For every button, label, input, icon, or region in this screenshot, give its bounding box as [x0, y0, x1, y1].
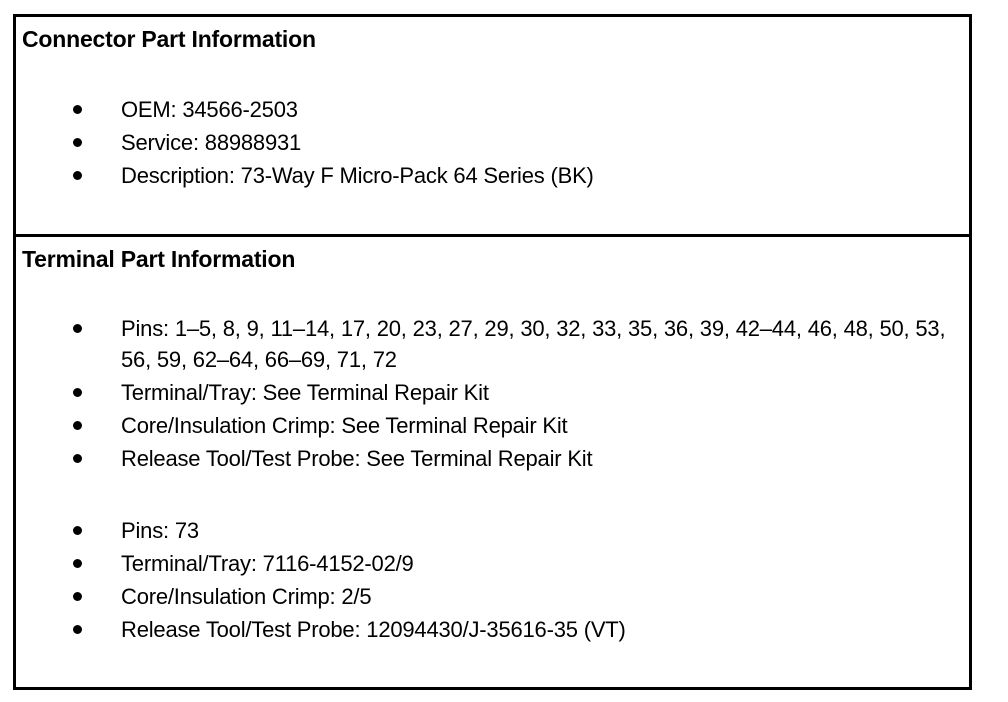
bullet-icon [73, 171, 82, 180]
release-tool: Release Tool/Test Probe: 12094430/J-35616-35 (VT) [121, 617, 626, 642]
bullet-icon [73, 388, 82, 397]
list-item [16, 580, 969, 613]
service-number: Service: 88988931 [121, 130, 302, 155]
list-item [16, 442, 969, 475]
terminal-group-2-list [16, 514, 969, 646]
core-insulation-crimp: Core/Insulation Crimp: See Terminal Repair Kit [121, 413, 568, 438]
terminal-tray: Terminal/Tray: See Terminal Repair Kit [121, 380, 489, 405]
list-item [16, 547, 969, 580]
terminal-tray: Terminal/Tray: 7116-4152-02/9 [121, 551, 414, 576]
part-information-table [13, 14, 972, 690]
bullet-icon [73, 454, 82, 463]
release-tool: Release Tool/Test Probe: See Terminal Repair Kit [121, 446, 593, 471]
list-item [16, 613, 969, 646]
bullet-icon [73, 324, 82, 333]
terminal-group-1-list [16, 312, 969, 475]
list-item [16, 126, 969, 159]
connector-part-title: Connector Part Information [22, 26, 316, 52]
bullet-icon [73, 592, 82, 601]
connector-description: Description: 73-Way F Micro-Pack 64 Series (BK) [121, 163, 594, 188]
bullet-icon [73, 421, 82, 430]
list-item [16, 376, 969, 409]
connector-part-list [16, 93, 969, 192]
bullet-icon [73, 625, 82, 634]
pins-list: Pins: 1–5, 8, 9, 11–14, 17, 20, 23, 27, 29, 30, 32, 33, 35, 36, 39, 42–44, 46, 48, 50, 53, 56, 59, 62–64, 66–69, 71, 72 [121, 316, 946, 372]
terminal-part-section [16, 237, 969, 687]
bullet-icon [73, 526, 82, 535]
list-item [16, 514, 969, 547]
bullet-icon [73, 138, 82, 147]
pins-list: Pins: 73 [121, 518, 199, 543]
list-item [16, 409, 969, 442]
list-item [16, 312, 969, 376]
terminal-part-title: Terminal Part Information [22, 246, 296, 272]
bullet-icon [73, 105, 82, 114]
oem-number: OEM: 34566-2503 [121, 97, 298, 122]
core-insulation-crimp: Core/Insulation Crimp: 2/5 [121, 584, 372, 609]
list-item [16, 159, 969, 192]
bullet-icon [73, 559, 82, 568]
list-item [16, 93, 969, 126]
connector-part-section [16, 17, 969, 237]
